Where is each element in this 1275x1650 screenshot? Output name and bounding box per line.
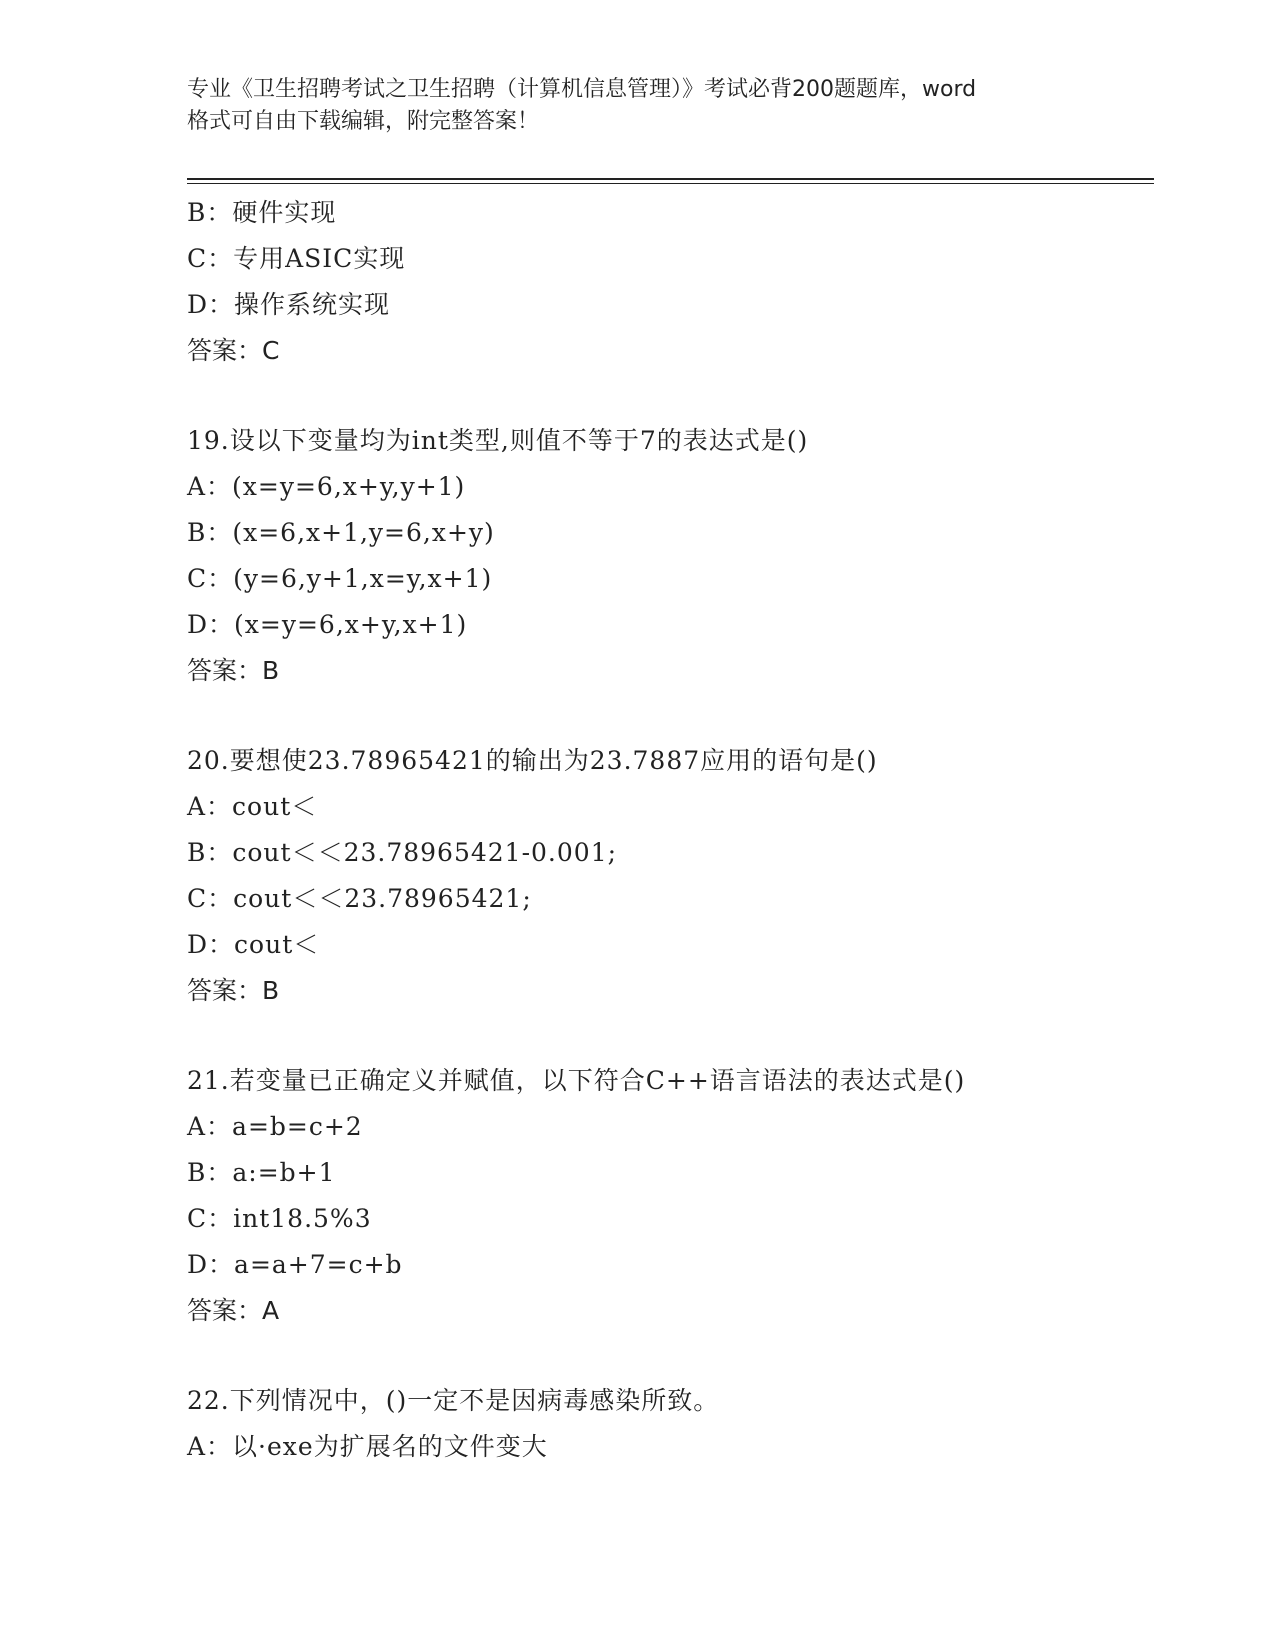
option-a: A：a=b=c+2	[187, 1112, 363, 1141]
header-rule-thick	[187, 178, 1154, 180]
question-stem: 19.设以下变量均为int类型,则值不等于7的表达式是()	[187, 426, 809, 455]
header-line-2: 格式可自由下载编辑，附完整答案！	[187, 109, 540, 134]
option-a: A：(x=y=6,x+y,y+1)	[187, 472, 466, 501]
question-stem: 22.下列情况中，()一定不是因病毒感染所致。	[187, 1386, 720, 1415]
question-list	[187, 190, 1147, 1470]
option-c: C：cout＜＜23.78965421;	[187, 884, 532, 913]
answer: 答案：B	[187, 976, 280, 1005]
option-d: D：a=a+7=c+b	[187, 1250, 403, 1279]
option-a: A：cout＜	[187, 792, 318, 821]
answer: 答案：C	[187, 336, 280, 365]
option-c: C：专用ASIC实现	[187, 244, 406, 273]
option-c: C：(y=6,y+1,x=y,x+1)	[187, 564, 493, 593]
answer: 答案：B	[187, 656, 280, 685]
question-21	[187, 1058, 1147, 1334]
option-a: A：以·exe为扩展名的文件变大	[187, 1432, 548, 1461]
document-header	[187, 74, 1087, 138]
question-22	[187, 1378, 1147, 1470]
option-d: D：(x=y=6,x+y,x+1)	[187, 610, 468, 639]
question-stem: 20.要想使23.78965421的输出为23.7887应用的语句是()	[187, 746, 878, 775]
answer: 答案：A	[187, 1296, 280, 1325]
option-d: D：cout＜	[187, 930, 320, 959]
option-c: C：int18.5%3	[187, 1204, 372, 1233]
option-b: B：a:=b+1	[187, 1158, 336, 1187]
question-19	[187, 418, 1147, 694]
option-d: D：操作系统实现	[187, 290, 391, 319]
question-stem: 21.若变量已正确定义并赋值，以下符合C++语言语法的表达式是()	[187, 1066, 966, 1095]
question-18-tail	[187, 190, 1147, 374]
option-b: B：硬件实现	[187, 198, 337, 227]
header-line-1: 专业《卫生招聘考试之卫生招聘（计算机信息管理）》考试必背200题题库，word	[187, 77, 977, 102]
question-20	[187, 738, 1147, 1014]
option-b: B：cout＜＜23.78965421-0.001;	[187, 838, 618, 867]
option-b: B：(x=6,x+1,y=6,x+y)	[187, 518, 495, 547]
header-rule-thin	[187, 183, 1154, 184]
